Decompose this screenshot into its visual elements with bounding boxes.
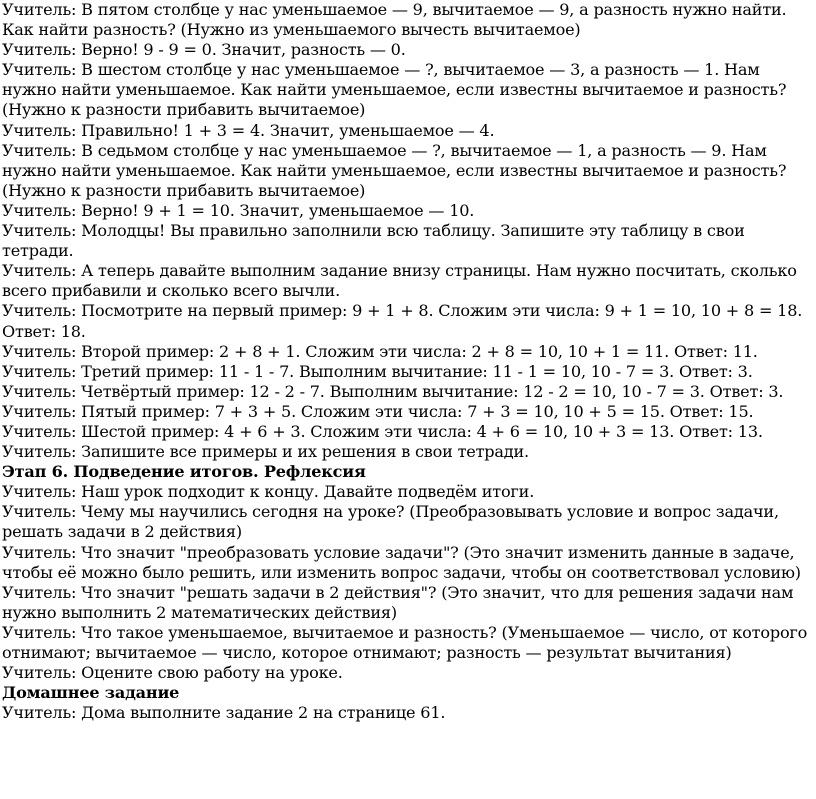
lesson-document bbox=[2, 0, 814, 723]
teacher-line-9: Учитель: Посмотрите на первый пример: 9 + 1 + 8. Сложим эти числа: 9 + 1 = 10, 10 + 8 = 18. Ответ: 18. bbox=[2, 301, 803, 341]
teacher-line-6: Учитель: Верно! 9 + 1 = 10. Значит, уменьшаемое — 10. bbox=[2, 200, 475, 220]
teacher-line-14: Учитель: Шестой пример: 4 + 6 + 3. Сложим эти числа: 4 + 6 = 10, 10 + 3 = 13. Ответ: 13. bbox=[2, 421, 763, 441]
teacher-line-8: Учитель: А теперь давайте выполним задание внизу страницы. Нам нужно посчитать, сколько всего прибавили и сколько всего вычли. bbox=[2, 261, 797, 301]
teacher-line-19: Учитель: Что значит "решать задачи в 2 действия"? (Это значит, что для решения задачи нам нужно выполнить 2 математических действия) bbox=[2, 582, 794, 622]
teacher-line-22: Учитель: Дома выполните задание 2 на странице 61. bbox=[2, 703, 446, 723]
teacher-line-13: Учитель: Пятый пример: 7 + 3 + 5. Сложим эти числа: 7 + 3 = 10, 10 + 5 = 15. Ответ: 15. bbox=[2, 401, 754, 421]
stage-6-heading: Этап 6. Подведение итогов. Рефлексия bbox=[2, 462, 366, 482]
teacher-line-21: Учитель: Оцените свою работу на уроке. bbox=[2, 663, 343, 683]
teacher-line-10: Учитель: Второй пример: 2 + 8 + 1. Сложим эти числа: 2 + 8 = 10, 10 + 1 = 11. Ответ: 11. bbox=[2, 341, 758, 361]
teacher-line-18: Учитель: Что значит "преобразовать условие задачи"? (Это значит изменить данные в задаче, чтобы её можно было решить, или изменить вопрос задачи, чтобы он соответствовал условию) bbox=[2, 542, 801, 582]
teacher-line-17: Учитель: Чему мы научились сегодня на уроке? (Преобразовывать условие и вопрос задачи, решать задачи в 2 действия) bbox=[2, 502, 779, 542]
teacher-line-20: Учитель: Что такое уменьшаемое, вычитаемое и разность? (Уменьшаемое — число, от которого отнимают; вычитаемое — число, которое отнимают; разность — результат вычитания) bbox=[2, 622, 808, 662]
teacher-line-15: Учитель: Запишите все примеры и их решения в свои тетради. bbox=[2, 442, 529, 462]
teacher-line-3: Учитель: В шестом столбце у нас уменьшаемое — ?, вычитаемое — 3, а разность — 1. Нам нужно найти уменьшаемое. Как найти уменьшаемое, если известны вычитаемое и разность? (Нужно к разности прибавить вычитаемое) bbox=[2, 60, 787, 120]
teacher-line-1: Учитель: В пятом столбце у нас уменьшаемое — 9, вычитаемое — 9, а разность нужно найти. Как найти разность? (Нужно из уменьшаемого вычесть вычитаемое) bbox=[2, 0, 787, 40]
teacher-line-7: Учитель: Молодцы! Вы правильно заполнили всю таблицу. Запишите эту таблицу в свои тетради. bbox=[2, 221, 745, 261]
teacher-line-5: Учитель: В седьмом столбце у нас уменьшаемое — ?, вычитаемое — 1, а разность — 9. Нам нужно найти уменьшаемое. Как найти уменьшаемое, если известны вычитаемое и разность? (Нужно к разности прибавить вычитаемое) bbox=[2, 140, 787, 200]
teacher-line-16: Учитель: Наш урок подходит к концу. Давайте подведём итоги. bbox=[2, 482, 535, 502]
teacher-line-2: Учитель: Верно! 9 - 9 = 0. Значит, разность — 0. bbox=[2, 40, 406, 60]
teacher-line-11: Учитель: Третий пример: 11 - 1 - 7. Выполним вычитание: 11 - 1 = 10, 10 - 7 = 3. Ответ: 3. bbox=[2, 361, 753, 381]
teacher-line-12: Учитель: Четвёртый пример: 12 - 2 - 7. Выполним вычитание: 12 - 2 = 10, 10 - 7 = 3. Ответ: 3. bbox=[2, 381, 784, 401]
teacher-line-4: Учитель: Правильно! 1 + 3 = 4. Значит, уменьшаемое — 4. bbox=[2, 120, 495, 140]
homework-heading: Домашнее задание bbox=[2, 683, 180, 703]
